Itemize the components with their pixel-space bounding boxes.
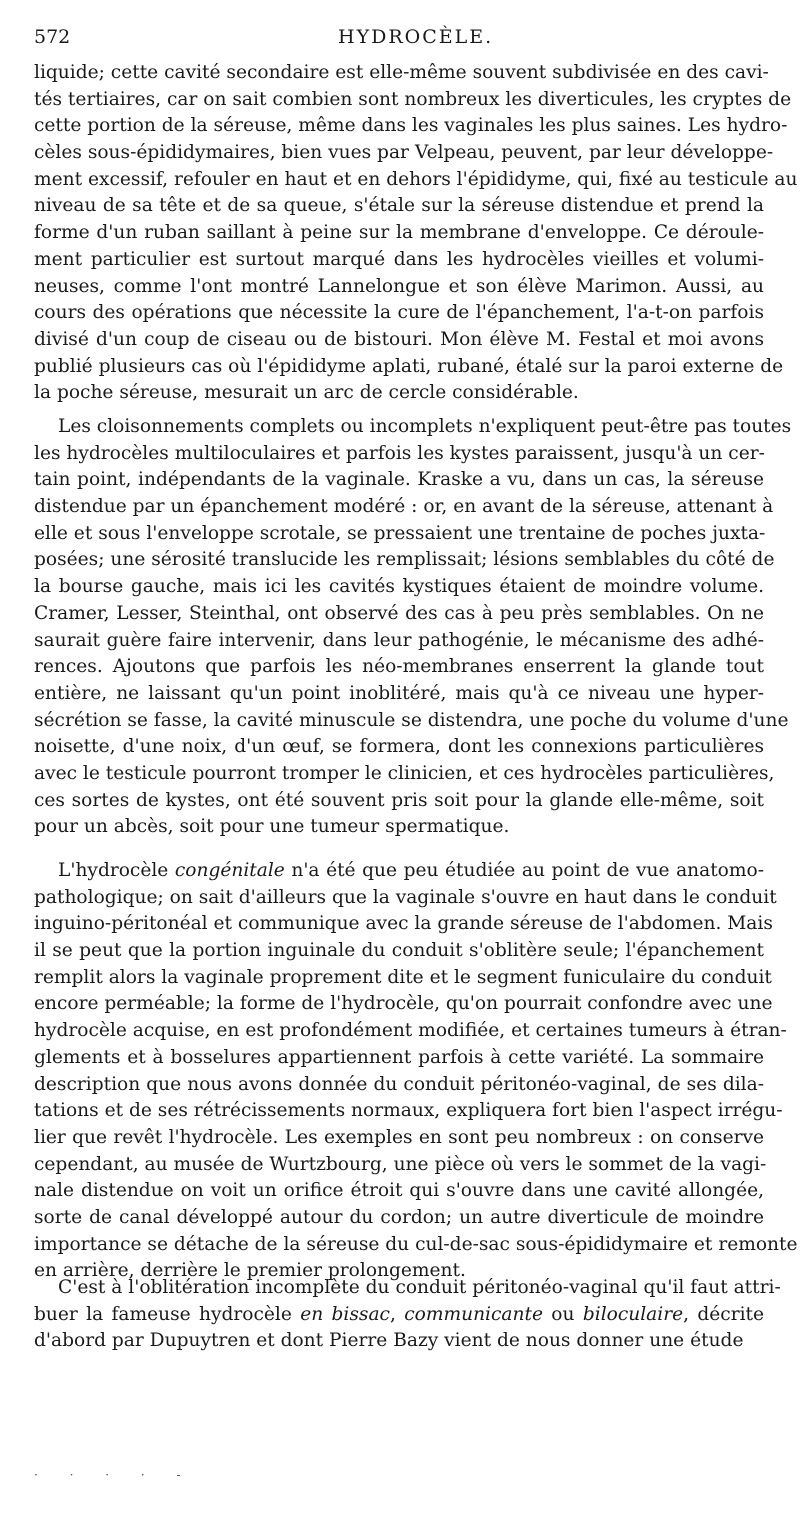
text-line bbox=[34, 654, 764, 681]
text-line bbox=[34, 574, 764, 601]
line-segment: L'hydrocèle bbox=[58, 860, 175, 881]
line-segment: avec le testicule pourront tromper le clinicien, et ces hydrocèles particulières, bbox=[34, 762, 775, 784]
line-segment: divisé d'un coup de ciseau ou de bistouri. Mon élève M. Festal et moi avons bbox=[34, 328, 764, 350]
text-line bbox=[34, 1098, 783, 1125]
text-line bbox=[34, 858, 764, 885]
line-segment: rences. Ajoutons que parfois les néo-membranes enserrent la glande tout bbox=[34, 656, 764, 678]
text-line bbox=[34, 167, 798, 194]
line-segment: , bbox=[389, 1303, 405, 1325]
line-segment: cours des opérations que nécessite la cure de l'épanchement, l'a-t-on parfois bbox=[34, 302, 764, 324]
text-line bbox=[34, 1018, 787, 1045]
line-segment: ment particulier est surtout marqué dans les hydrocèles vieilles et volumi- bbox=[34, 248, 764, 270]
text-line bbox=[34, 414, 792, 441]
line-segment: description que nous avons donnée du conduit péritonéo-vaginal, de ses dila- bbox=[34, 1073, 764, 1095]
text-line bbox=[34, 247, 764, 274]
line-segment: pour un abcès, soit pour une tumeur spermatique. bbox=[34, 816, 510, 838]
running-head: HYDROCÈLE. bbox=[338, 26, 494, 48]
line-segment: nale distendue on voit un orifice étroit qui s'ouvre dans une cavité allongée, bbox=[34, 1180, 764, 1202]
line-segment: neuses, comme l'ont montré Lannelongue et son élève Marimon. Aussi, au bbox=[34, 275, 764, 297]
text-line bbox=[34, 938, 764, 965]
text-line bbox=[34, 885, 777, 912]
text-line bbox=[34, 1125, 764, 1152]
line-segment: liquide; cette cavité secondaire est elle-même souvent subdivisée en des cavi- bbox=[34, 62, 769, 83]
line-segment: pathologique; on sait d'ailleurs que la vaginale s'ouvre en haut dans le conduit bbox=[34, 886, 777, 908]
text-line bbox=[34, 991, 773, 1018]
line-segment: importance se détache de la séreuse du cul-de-sac sous-épididymaire et remonte bbox=[34, 1233, 798, 1255]
line-segment: il se peut que la portion inguinale du conduit s'oblitère seule; l'épanchement bbox=[34, 940, 764, 962]
line-segment: n'a été que peu étudiée au point de vue anatomo- bbox=[284, 860, 764, 881]
line-segment: entière, ne laissant qu'un point inoblitéré, mais qu'à ce niveau une hyper- bbox=[34, 682, 764, 704]
text-line bbox=[34, 87, 792, 114]
line-segment: lier que revêt l'hydrocèle. Les exemples en sont peu nombreux : on conserve bbox=[34, 1126, 764, 1148]
italic-term: en bissac bbox=[300, 1303, 390, 1325]
italic-term: biloculaire bbox=[582, 1303, 684, 1325]
text-line bbox=[34, 441, 764, 468]
line-segment: sorte de canal développé autour du cordon; un autre diverticule de moindre bbox=[34, 1206, 764, 1228]
text-line bbox=[34, 708, 789, 735]
line-segment: niveau de sa tête et de sa queue, s'étale sur la séreuse distendue et prend la bbox=[34, 195, 764, 217]
line-segment: en arrière, derrière le premier prolongement. bbox=[34, 1260, 466, 1282]
text-line bbox=[34, 1302, 764, 1329]
line-segment: distendue par un épanchement modéré : or, en avant de la séreuse, attenant à bbox=[34, 496, 774, 518]
text-line bbox=[34, 380, 764, 407]
line-segment: glements et à bosselures appartiennent parfois à cette variété. La sommaire bbox=[34, 1046, 764, 1068]
italic-term: congénitale bbox=[174, 860, 285, 881]
line-segment: ment excessif, refouler en haut et en dehors l'épididyme, qui, fixé au testicule au bbox=[34, 168, 798, 190]
line-segment: encore perméable; la forme de l'hydrocèle, qu'on pourrait confondre avec une bbox=[34, 993, 773, 1015]
print-marks: · · · · - bbox=[34, 1468, 195, 1482]
page-header bbox=[34, 26, 766, 56]
paragraph-4 bbox=[34, 1275, 781, 1355]
text-line bbox=[34, 300, 764, 327]
line-segment: d'abord par Dupuytren et dont Pierre Bazy vient de nous donner une étude bbox=[34, 1330, 744, 1352]
text-line bbox=[34, 1232, 798, 1259]
text-line bbox=[34, 327, 764, 354]
line-segment: , décrite bbox=[683, 1303, 765, 1325]
text-line bbox=[34, 354, 784, 381]
text-line bbox=[34, 761, 775, 788]
text-line bbox=[34, 814, 764, 841]
paragraph-2 bbox=[34, 414, 792, 841]
line-segment: cette portion de la séreuse, même dans les vaginales les plus saines. Les hydro- bbox=[34, 115, 788, 137]
text-line bbox=[34, 193, 764, 220]
line-segment: tations et de ses rétrécissements normaux, expliquera fort bien l'aspect irrégu- bbox=[34, 1100, 783, 1122]
text-line bbox=[34, 140, 774, 167]
italic-term: communicante bbox=[404, 1303, 543, 1325]
text-line bbox=[34, 1178, 764, 1205]
text-line bbox=[34, 628, 764, 655]
line-segment: la bourse gauche, mais ici les cavités kystiques étaient de moindre volume. bbox=[34, 576, 764, 598]
text-line bbox=[34, 1045, 764, 1072]
text-line bbox=[34, 1205, 764, 1232]
text-line bbox=[34, 547, 775, 574]
text-line bbox=[34, 274, 764, 301]
line-segment: cependant, au musée de Wurtzbourg, une pièce où vers le sommet de la vagi- bbox=[34, 1153, 767, 1175]
line-segment: la poche séreuse, mesurait un arc de cercle considérable. bbox=[34, 382, 579, 404]
line-segment: hydrocèle acquise, en est profondément modifiée, et certaines tumeurs à étran- bbox=[34, 1020, 787, 1042]
text-line bbox=[34, 1152, 767, 1179]
text-line bbox=[34, 1275, 781, 1302]
text-line bbox=[34, 521, 764, 548]
line-segment: cèles sous-épididymaires, bien vues par Velpeau, peuvent, par leur développe- bbox=[34, 142, 774, 164]
paragraph-3 bbox=[34, 858, 798, 1285]
text-line bbox=[34, 788, 764, 815]
line-segment: Les cloisonnements complets ou incomplets n'expliquent peut-être pas toutes bbox=[58, 416, 792, 437]
text-line bbox=[34, 681, 764, 708]
text-line bbox=[34, 1328, 764, 1355]
line-segment: ces sortes de kystes, ont été souvent pris soit pour la glande elle-même, soit bbox=[34, 789, 764, 811]
line-segment: forme d'un ruban saillant à peine sur la membrane d'enveloppe. Ce déroule- bbox=[34, 222, 764, 244]
text-line bbox=[34, 965, 772, 992]
line-segment: les hydrocèles multiloculaires et parfois les kystes paraissent, jusqu'à un cer- bbox=[34, 442, 765, 464]
line-segment: inguino-péritonéal et communique avec la grande séreuse de l'abdomen. Mais bbox=[34, 913, 773, 935]
text-line bbox=[34, 220, 764, 247]
line-segment: tés tertiaires, car on sait combien sont nombreux les diverticules, les cryptes de bbox=[34, 88, 792, 110]
text-line bbox=[34, 60, 769, 87]
text-line bbox=[34, 911, 773, 938]
page-number: 572 bbox=[34, 26, 71, 48]
text-line bbox=[34, 113, 788, 140]
paragraph-1 bbox=[34, 60, 798, 407]
line-segment: ou bbox=[542, 1303, 583, 1325]
text-line bbox=[34, 467, 764, 494]
line-segment: elle et sous l'enveloppe scrotale, se pressaient une trentaine de poches juxta- bbox=[34, 522, 766, 544]
line-segment: C'est à l'oblitération incomplète du conduit péritonéo-vaginal qu'il faut attri- bbox=[58, 1277, 781, 1298]
line-segment: saurait guère faire intervenir, dans leur pathogénie, le mécanisme des adhé- bbox=[34, 629, 764, 651]
line-segment: buer la fameuse hydrocèle bbox=[34, 1303, 301, 1325]
line-segment: publié plusieurs cas où l'épididyme aplati, rubané, étalé sur la paroi externe de bbox=[34, 355, 784, 377]
line-segment: Cramer, Lesser, Steinthal, ont observé des cas à peu près semblables. On ne bbox=[34, 602, 764, 624]
text-line bbox=[34, 734, 764, 761]
text-line bbox=[34, 494, 774, 521]
line-segment: remplit alors la vaginale proprement dite et le segment funiculaire du conduit bbox=[34, 966, 772, 988]
text-line bbox=[34, 601, 764, 628]
line-segment: noisette, d'une noix, d'un œuf, se formera, dont les connexions particulières bbox=[34, 736, 764, 758]
text-line bbox=[34, 1072, 764, 1099]
line-segment: posées; une sérosité translucide les remplissait; lésions semblables du côté de bbox=[34, 549, 775, 571]
line-segment: tain point, indépendants de la vaginale. Kraske a vu, dans un cas, la séreuse bbox=[34, 469, 764, 491]
line-segment: sécrétion se fasse, la cavité minuscule se distendra, une poche du volume d'une bbox=[34, 709, 789, 731]
